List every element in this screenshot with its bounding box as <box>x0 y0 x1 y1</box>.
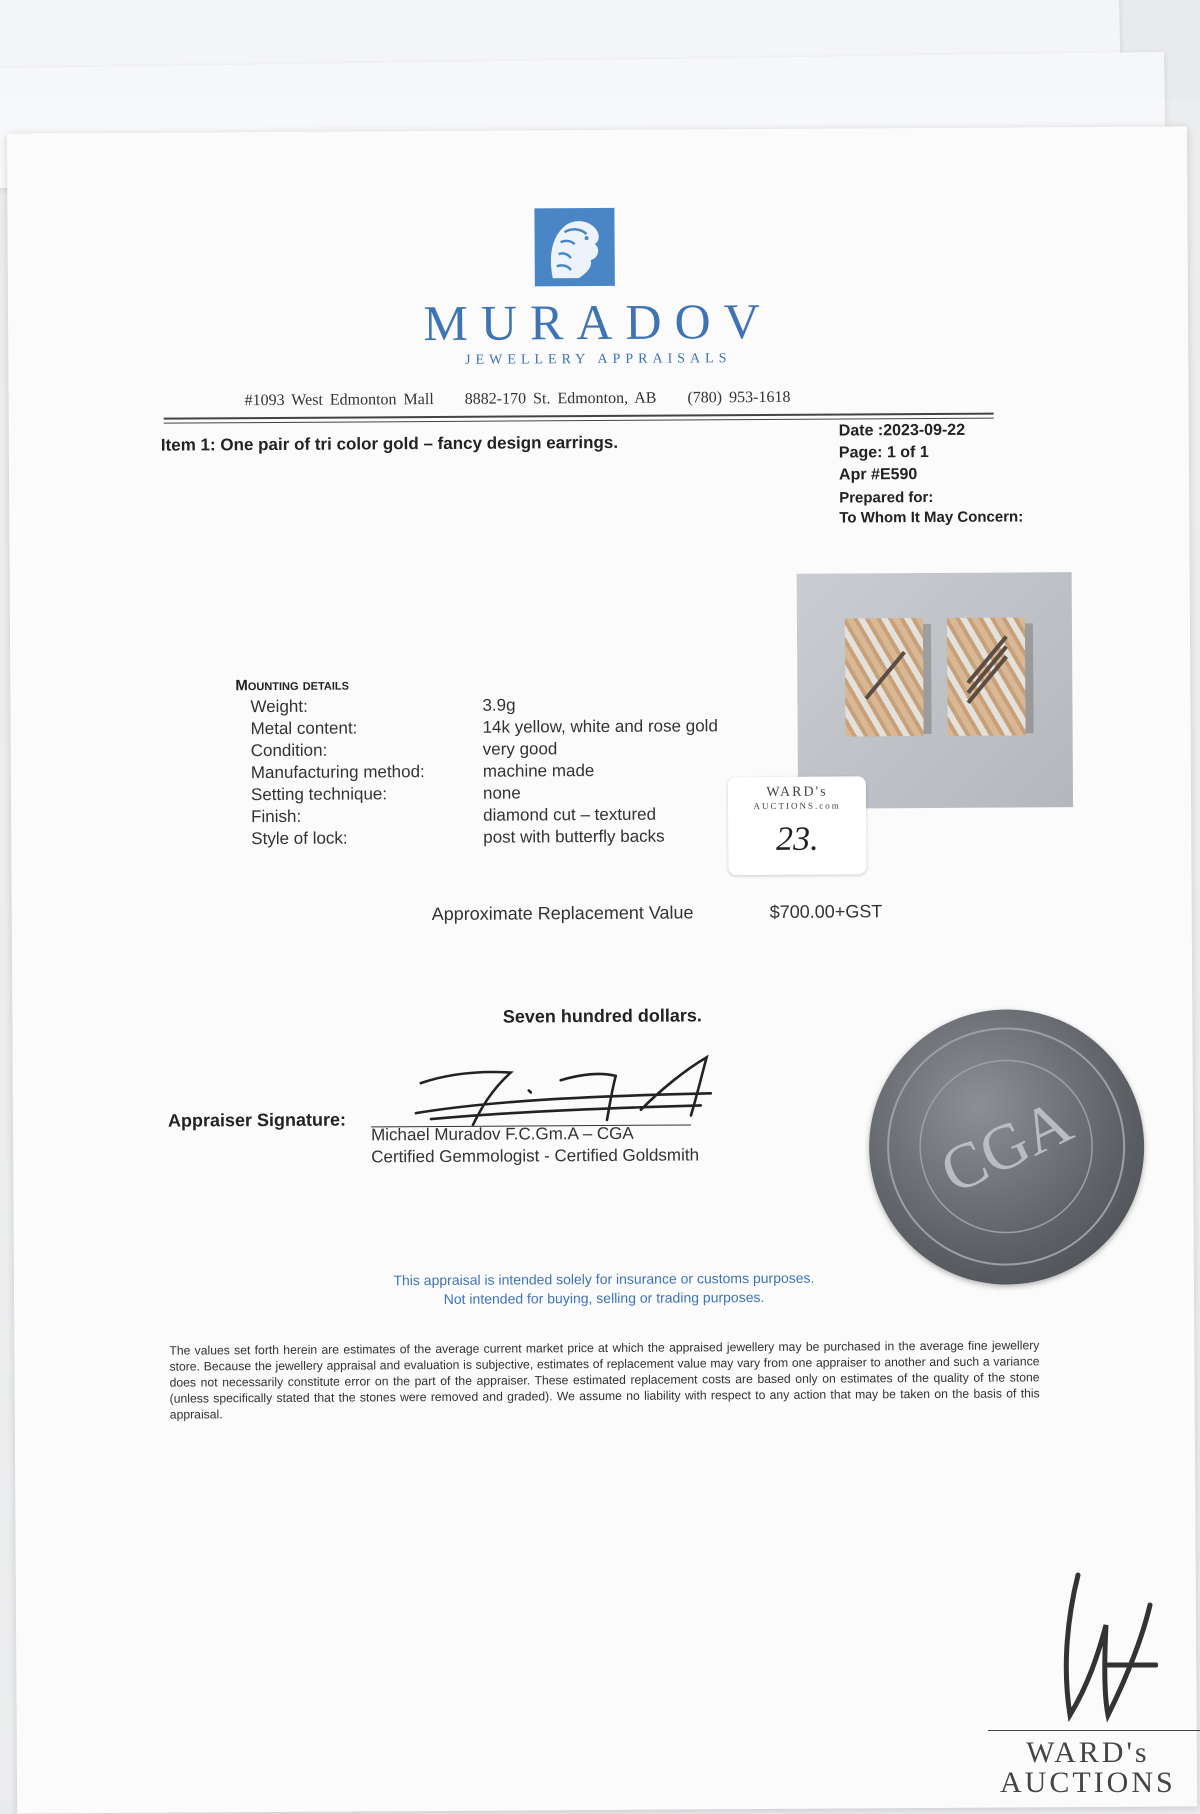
watermark-line: WARD's <box>1026 1736 1150 1769</box>
embossed-seal <box>868 1009 1145 1286</box>
detail-label: Metal content: <box>250 718 358 739</box>
detail-label: Manufacturing method: <box>250 762 425 783</box>
svg-text:CGA: CGA <box>929 1085 1083 1208</box>
earring-left <box>845 618 924 736</box>
fine-print: The values set forth herein are estimates of the average current market price at which the appraised jewellery may be purchased in the average fine jewellery store. Because the jewellery appraisal and evaluation is subjective, estimates of replacement value may vary from one appraiser to another and such a variance does not necessarily constitute error on the part of the appraiser. These estimated replacement costs are based only on estimates of the quality of the stone (unless specifically stated that the stones were removed and graded). We assume no liability with respect to any action that may be taken on the basis of this appraisal. <box>169 1338 1040 1422</box>
detail-value: diamond cut – textured <box>483 804 657 825</box>
appraiser-name: Michael Muradov F.C.Gm.A – CGA <box>370 1123 634 1145</box>
item-title: Item 1: One pair of tri color gold – fancy design earrings. <box>160 432 619 455</box>
mounting-details-list <box>250 694 718 851</box>
wards-monogram-icon <box>1048 1565 1158 1725</box>
handwritten-signature <box>411 1049 731 1131</box>
detail-value: none <box>482 783 521 803</box>
detail-row <box>251 804 718 829</box>
appraisal-meta <box>839 420 966 487</box>
value-in-words: Seven hundred dollars. <box>502 1005 702 1027</box>
detail-value: very good <box>482 739 558 759</box>
watermark-rule <box>988 1730 1200 1731</box>
detail-row <box>251 782 718 807</box>
detail-label: Setting technique: <box>250 784 388 805</box>
detail-row <box>250 694 717 719</box>
appraisal-number: Apr #E590 <box>838 466 918 484</box>
lion-logo-icon <box>534 208 614 286</box>
auction-watermark <box>1000 1738 1176 1798</box>
detail-value: 3.9g <box>482 695 516 715</box>
detail-value: machine made <box>482 761 595 781</box>
lot-card-domain: AUCTIONS.com <box>753 800 841 812</box>
replacement-value: $700.00+GST <box>769 901 883 922</box>
watermark-line: AUCTIONS <box>1000 1766 1176 1799</box>
prepared-label: Prepared for: <box>839 488 934 507</box>
replacement-value-label: Approximate Replacement Value <box>431 902 694 925</box>
usage-disclaimer <box>14 1266 1194 1311</box>
earring-right <box>947 617 1026 735</box>
detail-value: post with butterfly backs <box>483 826 665 847</box>
detail-value: 14k yellow, white and rose gold <box>482 716 718 737</box>
lot-card-brand: WARD's <box>766 784 828 800</box>
appraisal-date: Date :2023-09-22 <box>838 421 966 440</box>
earrings-photo <box>797 572 1073 809</box>
appraiser-credentials: Certified Gemmologist - Certified Goldsmith <box>371 1145 700 1167</box>
mounting-heading: Mounting details <box>235 676 349 695</box>
disclaimer-line: Not intended for buying, selling or trading purposes. <box>443 1289 765 1307</box>
detail-row <box>251 738 718 763</box>
appraisal-document <box>7 126 1197 1813</box>
brand-subtitle: JEWELLERY APPRAISALS <box>465 351 732 368</box>
detail-label: Style of lock: <box>251 828 348 849</box>
detail-label: Condition: <box>250 740 328 761</box>
detail-row <box>251 716 718 741</box>
brand-name: MURADOV <box>423 292 773 352</box>
earring-stripe <box>967 645 1008 694</box>
lot-number-card <box>728 776 867 875</box>
detail-label: Weight: <box>250 696 308 717</box>
detail-row <box>251 760 718 785</box>
prepared-for <box>839 487 1023 528</box>
mall-address: #1093 West Edmonton Mall <box>244 391 434 410</box>
page-number: Page: 1 of 1 <box>838 443 929 462</box>
detail-row <box>251 826 718 851</box>
street-address: 8882-170 St. Edmonton, AB <box>464 389 657 408</box>
disclaimer-line: This appraisal is intended solely for insurance or customs purposes. <box>393 1269 815 1289</box>
lot-number: 23. <box>775 820 819 858</box>
signature-label: Appraiser Signature: <box>167 1109 347 1131</box>
earring-stripe <box>865 651 906 700</box>
letterhead-address <box>245 389 815 410</box>
detail-label: Finish: <box>251 806 302 827</box>
prepared-recipient: To Whom It May Concern: <box>839 508 1024 527</box>
phone-number: (780) 953-1618 <box>687 388 791 407</box>
